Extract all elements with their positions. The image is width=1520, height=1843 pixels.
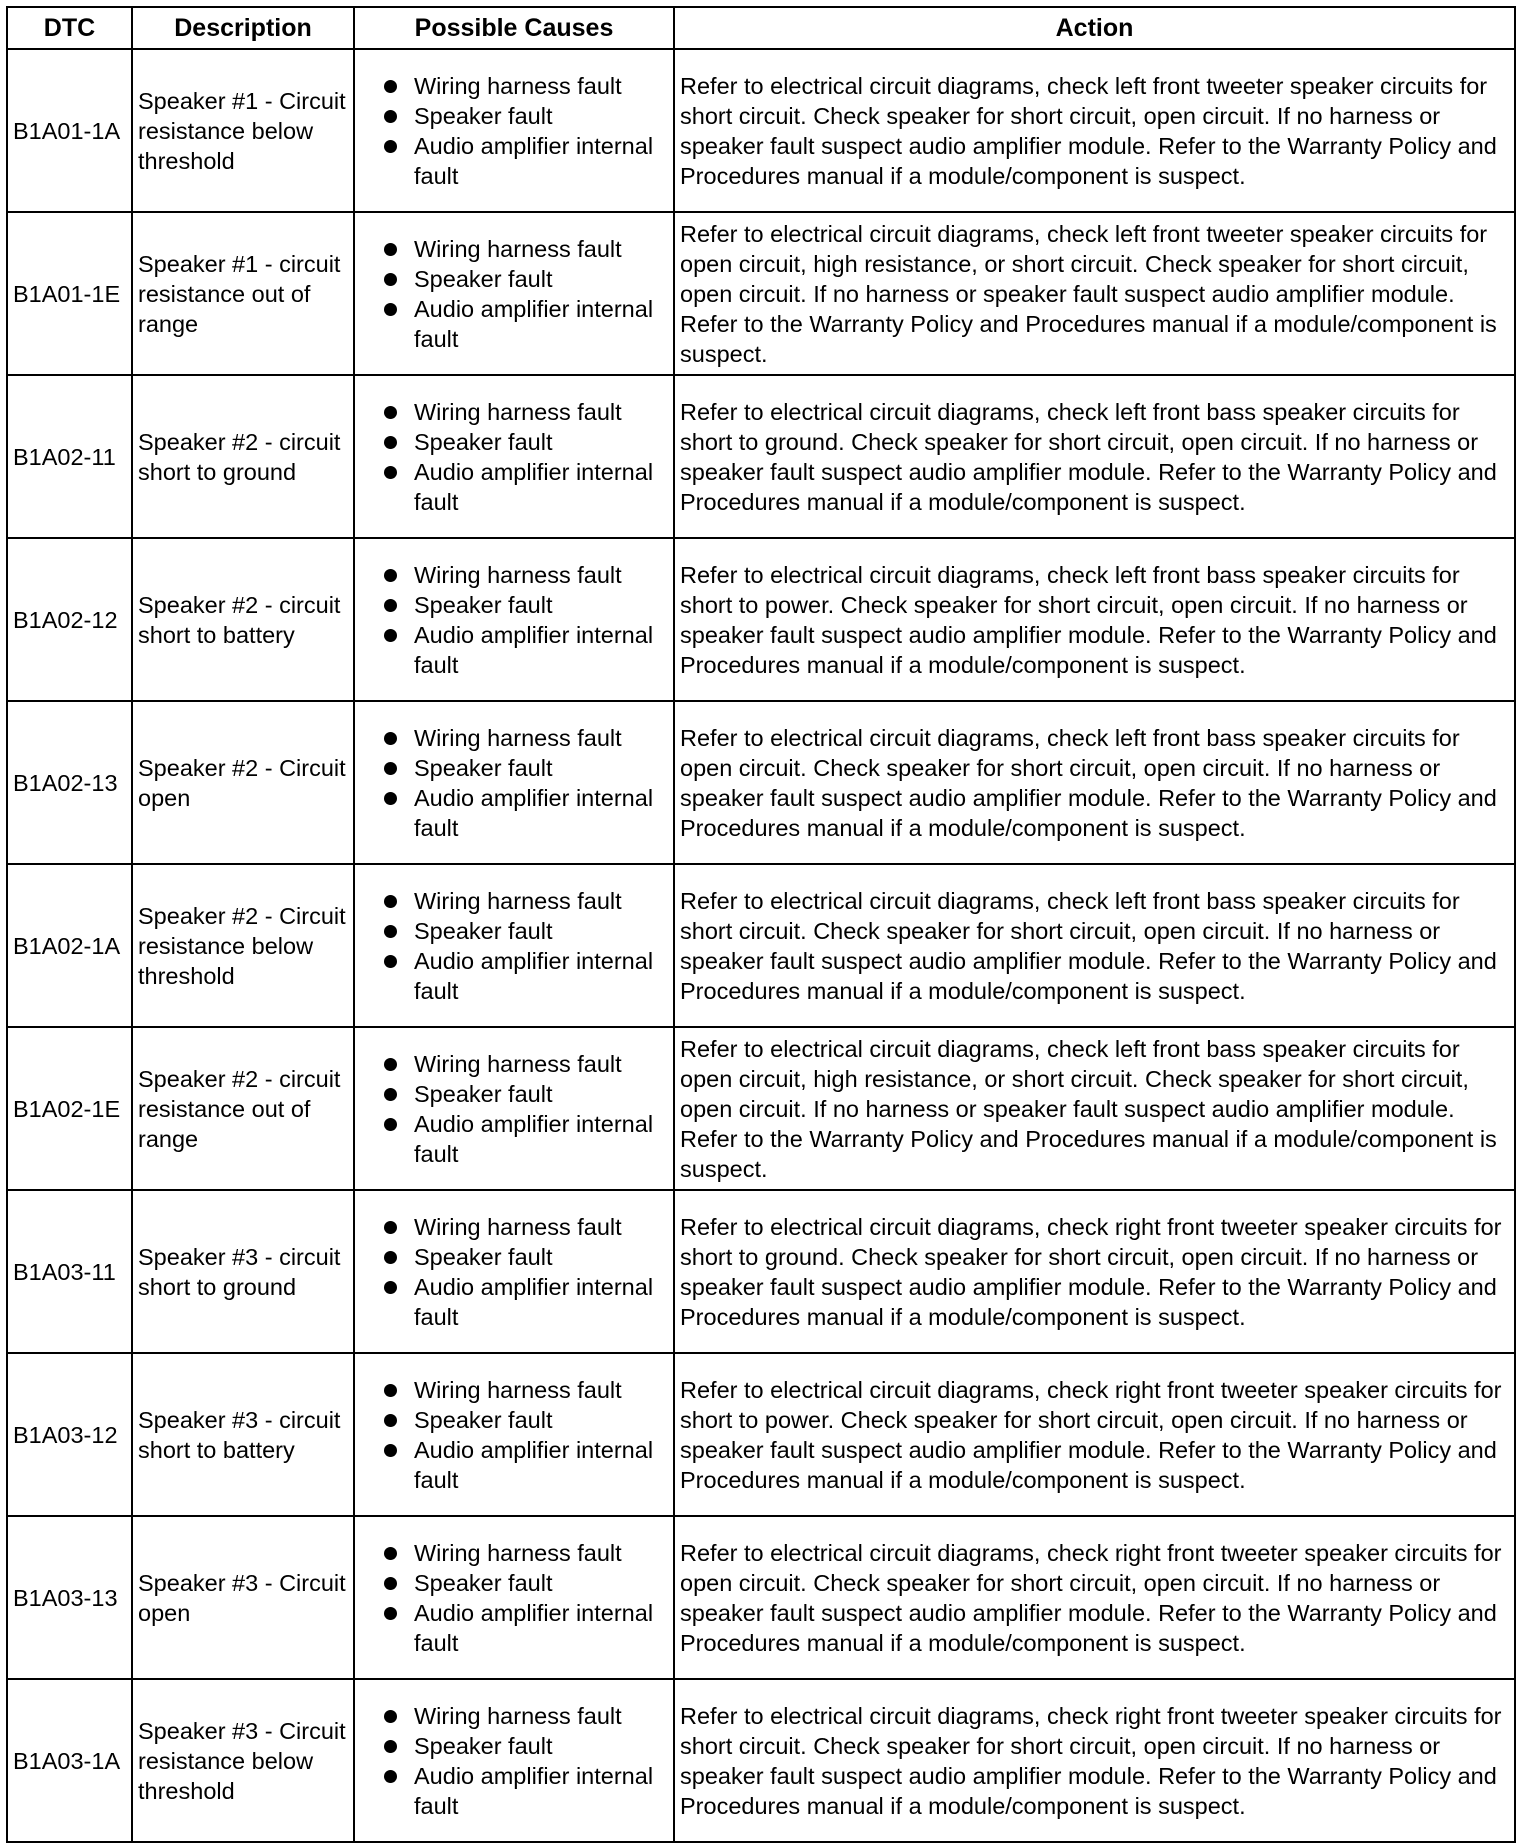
possible-cause-item: Wiring harness fault (380, 1701, 668, 1731)
possible-cause-item: Audio amplifier internal fault (380, 1435, 668, 1495)
possible-causes-cell (354, 1516, 674, 1679)
table-body (7, 49, 1515, 1842)
possible-cause-item: Audio amplifier internal fault (380, 1598, 668, 1658)
possible-causes-list (360, 1538, 668, 1658)
possible-cause-item: Speaker fault (380, 1405, 668, 1435)
possible-cause-item: Wiring harness fault (380, 1212, 668, 1242)
dtc-code: B1A02-1E (7, 1027, 132, 1190)
table-header (7, 7, 1515, 49)
action-text: Refer to electrical circuit diagrams, check right front tweeter speaker circuits for short to power. Check speaker for short circuit, open circuit. If no harness or speaker fault suspect audio amplifier module. Refer to the Warranty Policy and Procedures manual if a module/component is suspect. (674, 1353, 1515, 1516)
possible-cause-item: Speaker fault (380, 1242, 668, 1272)
possible-causes-list (360, 1375, 668, 1495)
action-text: Refer to electrical circuit diagrams, check left front bass speaker circuits for short circuit. Check speaker for short circuit, open circuit. If no harness or speaker fault suspect audio amplifier module. Refer to the Warranty Policy and Procedures manual if a module/component is suspect. (674, 864, 1515, 1027)
dtc-description: Speaker #1 - circuit resistance out of range (132, 212, 354, 375)
dtc-code: B1A01-1A (7, 49, 132, 212)
table-row (7, 1190, 1515, 1353)
table-row (7, 49, 1515, 212)
possible-causes-list (360, 234, 668, 354)
possible-cause-item: Audio amplifier internal fault (380, 294, 668, 354)
dtc-description: Speaker #2 - circuit short to battery (132, 538, 354, 701)
possible-cause-item: Wiring harness fault (380, 1538, 668, 1568)
possible-cause-item: Audio amplifier internal fault (380, 1109, 668, 1169)
possible-cause-item: Speaker fault (380, 1079, 668, 1109)
dtc-code: B1A03-1A (7, 1679, 132, 1842)
table-row (7, 1679, 1515, 1842)
possible-cause-item: Wiring harness fault (380, 886, 668, 916)
possible-cause-item: Wiring harness fault (380, 234, 668, 264)
header-action: Action (674, 7, 1515, 49)
table-row (7, 1353, 1515, 1516)
dtc-code: B1A03-12 (7, 1353, 132, 1516)
dtc-description: Speaker #2 - circuit resistance out of range (132, 1027, 354, 1190)
possible-cause-item: Audio amplifier internal fault (380, 620, 668, 680)
dtc-description: Speaker #2 - circuit short to ground (132, 375, 354, 538)
possible-causes-cell (354, 1353, 674, 1516)
document-page (6, 6, 1514, 1843)
dtc-description: Speaker #1 - Circuit resistance below threshold (132, 49, 354, 212)
possible-causes-list (360, 1701, 668, 1821)
possible-cause-item: Audio amplifier internal fault (380, 457, 668, 517)
possible-cause-item: Speaker fault (380, 1731, 668, 1761)
action-text: Refer to electrical circuit diagrams, check left front tweeter speaker circuits for open circuit, high resistance, or short circuit. Check speaker for short circuit, open circuit. If no harness or speaker fault suspect audio amplifier module. Refer to the Warranty Policy and Procedures manual if a module/component is suspect. (674, 212, 1515, 375)
possible-causes-cell (354, 49, 674, 212)
possible-causes-list (360, 560, 668, 680)
table-row (7, 864, 1515, 1027)
header-dtc: DTC (7, 7, 132, 49)
dtc-code: B1A03-13 (7, 1516, 132, 1679)
possible-causes-cell (354, 375, 674, 538)
possible-cause-item: Audio amplifier internal fault (380, 1272, 668, 1332)
action-text: Refer to electrical circuit diagrams, check right front tweeter speaker circuits for short to ground. Check speaker for short circuit, open circuit. If no harness or speaker fault suspect audio amplifier module. Refer to the Warranty Policy and Procedures manual if a module/component is suspect. (674, 1190, 1515, 1353)
possible-causes-list (360, 723, 668, 843)
possible-causes-cell (354, 1190, 674, 1353)
possible-cause-item: Audio amplifier internal fault (380, 1761, 668, 1821)
possible-cause-item: Wiring harness fault (380, 560, 668, 590)
possible-cause-item: Speaker fault (380, 1568, 668, 1598)
dtc-code: B1A02-11 (7, 375, 132, 538)
possible-causes-cell (354, 538, 674, 701)
possible-cause-item: Audio amplifier internal fault (380, 946, 668, 1006)
possible-cause-item: Wiring harness fault (380, 71, 668, 101)
possible-causes-cell (354, 701, 674, 864)
action-text: Refer to electrical circuit diagrams, check left front bass speaker circuits for short to power. Check speaker for short circuit, open circuit. If no harness or speaker fault suspect audio amplifier module. Refer to the Warranty Policy and Procedures manual if a module/component is suspect. (674, 538, 1515, 701)
possible-causes-list (360, 886, 668, 1006)
action-text: Refer to electrical circuit diagrams, check right front tweeter speaker circuits for short circuit. Check speaker for short circuit, open circuit. If no harness or speaker fault suspect audio amplifier module. Refer to the Warranty Policy and Procedures manual if a module/component is suspect. (674, 1679, 1515, 1842)
dtc-description: Speaker #3 - circuit short to battery (132, 1353, 354, 1516)
dtc-code: B1A02-12 (7, 538, 132, 701)
possible-cause-item: Speaker fault (380, 101, 668, 131)
table-row (7, 1027, 1515, 1190)
table-row (7, 701, 1515, 864)
action-text: Refer to electrical circuit diagrams, check left front tweeter speaker circuits for short circuit. Check speaker for short circuit, open circuit. If no harness or speaker fault suspect audio amplifier module. Refer to the Warranty Policy and Procedures manual if a module/component is suspect. (674, 49, 1515, 212)
action-text: Refer to electrical circuit diagrams, check left front bass speaker circuits for open circuit, high resistance, or short circuit. Check speaker for short circuit, open circuit. If no harness or speaker fault suspect audio amplifier module. Refer to the Warranty Policy and Procedures manual if a module/component is suspect. (674, 1027, 1515, 1190)
table-row (7, 212, 1515, 375)
possible-causes-list (360, 71, 668, 191)
table-row (7, 538, 1515, 701)
table-row (7, 1516, 1515, 1679)
possible-causes-cell (354, 1679, 674, 1842)
header-row (7, 7, 1515, 49)
dtc-code: B1A02-13 (7, 701, 132, 864)
possible-causes-list (360, 1049, 668, 1169)
possible-causes-list (360, 1212, 668, 1332)
possible-cause-item: Speaker fault (380, 427, 668, 457)
dtc-code: B1A03-11 (7, 1190, 132, 1353)
possible-causes-cell (354, 864, 674, 1027)
action-text: Refer to electrical circuit diagrams, check left front bass speaker circuits for open circuit. Check speaker for short circuit, open circuit. If no harness or speaker fault suspect audio amplifier module. Refer to the Warranty Policy and Procedures manual if a module/component is suspect. (674, 701, 1515, 864)
dtc-code: B1A02-1A (7, 864, 132, 1027)
possible-cause-item: Wiring harness fault (380, 723, 668, 753)
possible-causes-cell (354, 1027, 674, 1190)
dtc-description: Speaker #3 - circuit short to ground (132, 1190, 354, 1353)
header-possible-causes: Possible Causes (354, 7, 674, 49)
table-row (7, 375, 1515, 538)
possible-cause-item: Speaker fault (380, 264, 668, 294)
possible-cause-item: Audio amplifier internal fault (380, 131, 668, 191)
dtc-description: Speaker #2 - Circuit resistance below threshold (132, 864, 354, 1027)
possible-cause-item: Wiring harness fault (380, 1375, 668, 1405)
dtc-code: B1A01-1E (7, 212, 132, 375)
possible-cause-item: Speaker fault (380, 753, 668, 783)
possible-cause-item: Wiring harness fault (380, 1049, 668, 1079)
dtc-table (6, 6, 1516, 1843)
possible-cause-item: Wiring harness fault (380, 397, 668, 427)
possible-cause-item: Speaker fault (380, 590, 668, 620)
action-text: Refer to electrical circuit diagrams, check left front bass speaker circuits for short to ground. Check speaker for short circuit, open circuit. If no harness or speaker fault suspect audio amplifier module. Refer to the Warranty Policy and Procedures manual if a module/component is suspect. (674, 375, 1515, 538)
header-description: Description (132, 7, 354, 49)
action-text: Refer to electrical circuit diagrams, check right front tweeter speaker circuits for open circuit. Check speaker for short circuit, open circuit. If no harness or speaker fault suspect audio amplifier module. Refer to the Warranty Policy and Procedures manual if a module/component is suspect. (674, 1516, 1515, 1679)
dtc-description: Speaker #3 - Circuit open (132, 1516, 354, 1679)
possible-cause-item: Speaker fault (380, 916, 668, 946)
possible-causes-list (360, 397, 668, 517)
possible-causes-cell (354, 212, 674, 375)
possible-cause-item: Audio amplifier internal fault (380, 783, 668, 843)
dtc-description: Speaker #3 - Circuit resistance below threshold (132, 1679, 354, 1842)
dtc-description: Speaker #2 - Circuit open (132, 701, 354, 864)
